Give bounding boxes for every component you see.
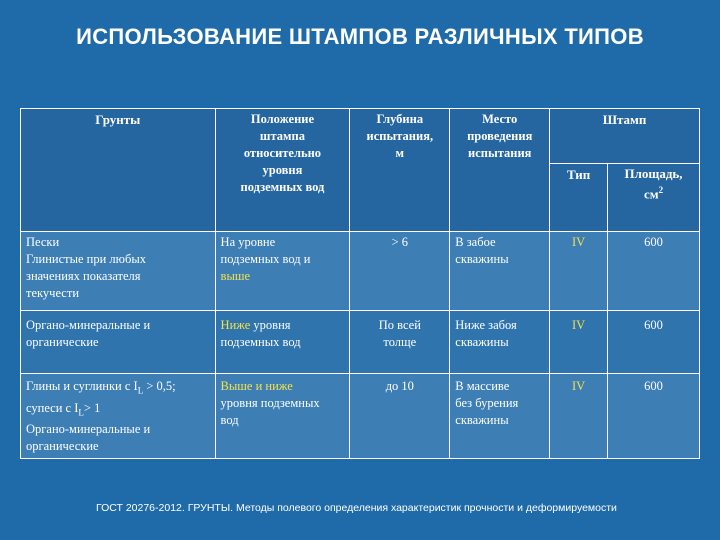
cell-ploshad: 600 [608,374,700,459]
header-tip: Тип [550,164,608,232]
slide-title: ИСПОЛЬЗОВАНИЕ ШТАМПОВ РАЗЛИЧНЫХ ТИПОВ [76,24,644,49]
footer-source: ГОСТ 20276-2012. ГРУНТЫ. Методы полевого определения характеристик прочности и деформируемости [96,502,617,514]
cell-tip: IV [550,374,608,459]
cell-tip: IV [550,311,608,374]
cell-ploshad: 600 [608,311,700,374]
stamps-table [20,108,700,459]
cell-glubina: > 6 [350,232,450,311]
cell-mesto: В массиве без бурения скважины [450,374,550,459]
cell-grunty: Пески Глинистые при любых значениях показателя текучести [21,232,216,311]
header-shtamp: Штамп [550,109,700,164]
cell-glubina: до 10 [350,374,450,459]
cell-ploshad: 600 [608,232,700,311]
cell-mesto: Ниже забоя скважины [450,311,550,374]
cell-grunty: Органо-минеральные и органические [21,311,216,374]
cell-polozhenie: Ниже уровня подземных вод [215,311,350,374]
cell-tip: IV [550,232,608,311]
header-mesto: Место проведения испытания [450,109,550,232]
table-row [21,311,700,374]
header-ploshad: Площадь, $см^2$ [608,164,700,232]
cell-polozhenie: На уровне подземных вод и выше [215,232,350,311]
cell-polozhenie: Выше и ниже уровня подземных вод [215,374,350,459]
table-row [21,232,700,311]
table-row [21,374,700,459]
header-polozhenie: Положение штампа относительно уровня подземных вод [215,109,350,232]
header-grunty: Грунты [21,109,216,232]
header-glubina: Глубина испытания, м [350,109,450,232]
cell-glubina: По всей толще [350,311,450,374]
cell-grunty: Глины и суглинки с $I_L > 0,5$; супеси с $I_L> 1$ Органо-минеральные и органические [21,374,216,459]
cell-mesto: В забое скважины [450,232,550,311]
table-header-row [21,109,700,164]
